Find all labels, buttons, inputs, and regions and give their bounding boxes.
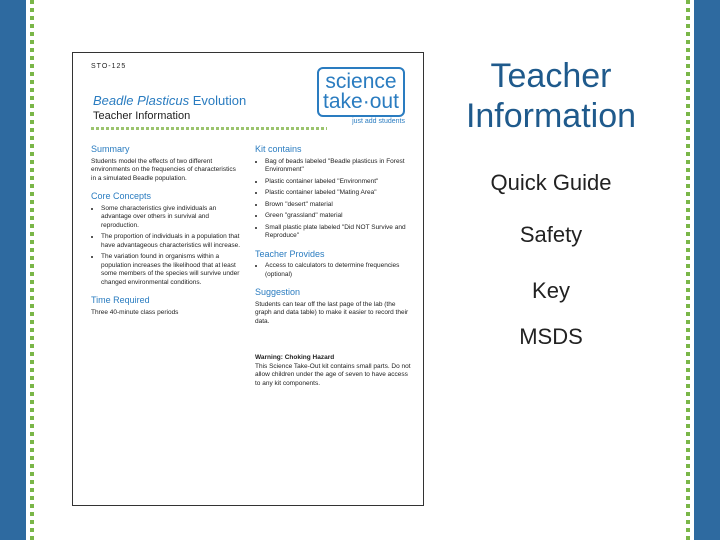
time-required-heading: Time Required	[91, 295, 150, 305]
summary-section	[91, 145, 241, 183]
time-required-text: Three 40-minute class periods	[91, 308, 179, 316]
right-frame-bar	[694, 0, 720, 540]
list-item: • Plastic container labeled "Mating Area"	[265, 189, 413, 198]
safety-link[interactable]: Safety	[519, 222, 583, 247]
teacher-provides-list	[255, 262, 413, 279]
list-item: • Some characteristics give individuals an advantage over others in survival and reproduction.	[101, 205, 241, 231]
quick-guide-link[interactable]: Quick Guide	[490, 170, 612, 195]
list-item: • Bag of beads labeled "Beadle plasticus in Forest Environment"	[265, 158, 413, 175]
teacher-provides-heading: Teacher Provides	[255, 248, 325, 259]
summary-heading: Summary	[91, 144, 130, 154]
right-dotted-border	[686, 0, 690, 540]
warning-section	[255, 354, 413, 388]
title-italic: Beadle Plasticus	[93, 93, 190, 108]
document-thumbnail	[72, 52, 424, 506]
page-title-line2: Information	[465, 97, 637, 135]
science-take-out-logo	[317, 67, 405, 125]
page-title-line1: Teacher	[490, 57, 612, 95]
logo-line2: take·out	[323, 90, 399, 113]
kit-contains-section	[255, 145, 413, 241]
document-code: STO-125	[91, 63, 127, 70]
kit-contains-list	[255, 158, 413, 241]
list-item: • Plastic container labeled "Environment"	[265, 178, 413, 187]
left-dotted-border	[30, 0, 34, 540]
logo-line1: science	[325, 70, 397, 93]
list-item: • Access to calculators to determine frequencies (optional)	[265, 262, 413, 279]
suggestion-text: Students can tear off the last page of the lab (the graph and data table) to make it easier to record their data.	[255, 300, 409, 325]
list-item: • Green "grassland" material	[265, 212, 413, 221]
warning-heading: Warning: Choking Hazard	[255, 354, 335, 361]
right-column	[255, 145, 413, 397]
core-concepts-list	[91, 205, 241, 288]
left-frame-bar	[0, 0, 26, 540]
time-required-section	[91, 296, 241, 317]
suggestion-heading: Suggestion	[255, 287, 301, 297]
list-item: • The proportion of individuals in a population that have advantageous characteristics will increase.	[101, 233, 241, 250]
document-title	[93, 93, 246, 108]
teacher-provides-section	[255, 250, 413, 280]
list-item: • The variation found in organisms within a population increases the likelihood that at least some members of the species will survive under changed environmental conditions.	[101, 253, 241, 287]
suggestion-section	[255, 288, 413, 326]
dotted-rule	[91, 127, 327, 130]
warning-text: This Science Take-Out kit contains small parts. Do not allow children under the age of seven to have access to any kit components.	[255, 362, 411, 387]
list-item: • Small plastic plate labeled "Did NOT Survive and Reproduce"	[265, 224, 413, 241]
page-title	[436, 56, 666, 136]
msds-link[interactable]: MSDS	[519, 324, 583, 349]
title-plain: Evolution	[192, 93, 247, 108]
core-concepts-heading: Core Concepts	[91, 191, 152, 201]
summary-text: Students model the effects of two different environments on the frequencies of characteristics in a simulated Beadle population.	[91, 157, 236, 182]
key-link[interactable]: Key	[532, 278, 570, 303]
list-item: • Brown "desert" material	[265, 201, 413, 210]
document-subtitle: Teacher Information	[93, 110, 191, 122]
logo-tagline: just add students	[352, 118, 405, 125]
kit-contains-heading: Kit contains	[255, 144, 302, 154]
left-column	[91, 145, 241, 326]
logo-box	[317, 67, 405, 117]
core-concepts-section	[91, 192, 241, 287]
